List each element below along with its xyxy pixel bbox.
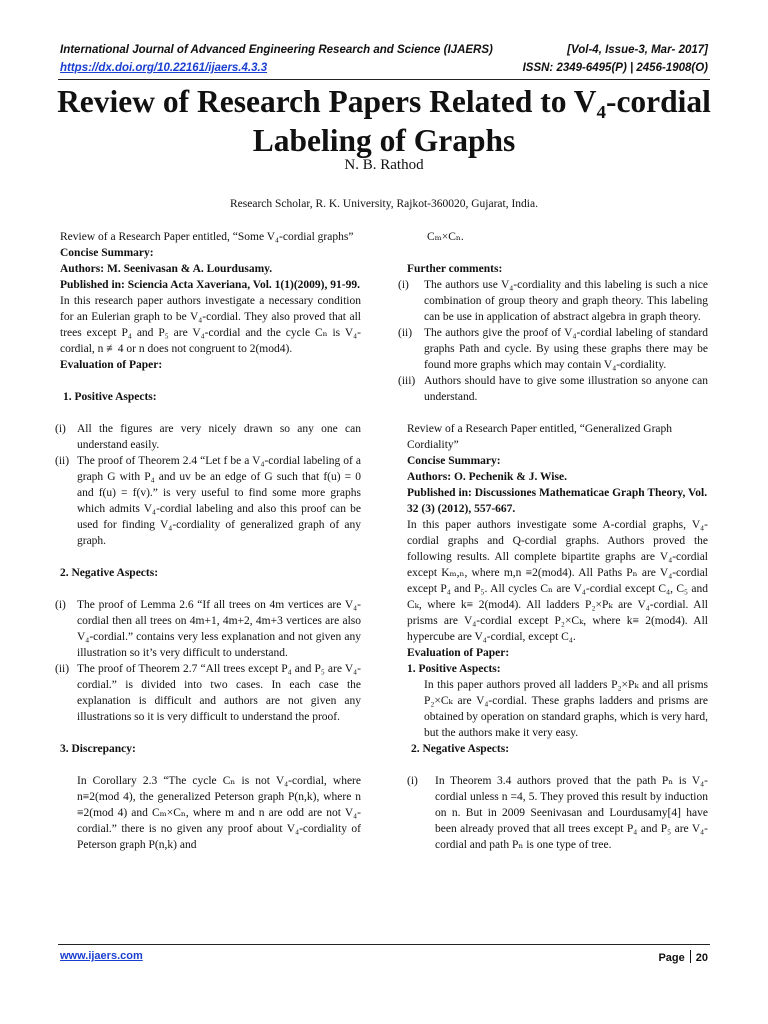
left-column	[55, 229, 361, 853]
footer-rule	[58, 944, 710, 945]
list-num: (ii)	[55, 455, 70, 467]
list-text: The authors give the proof of V₄-cordial labeling of standard graphs Path and cycle. By using these graphs there may be found more graphs which may contain V₄-cordiality.	[424, 327, 708, 371]
page-indicator	[658, 950, 708, 964]
published-line-2: Published in: Discussiones Mathematicae Graph Theory, Vol. 32 (3) (2012), 557-667.	[407, 487, 708, 515]
discrepancy-heading: 3. Discrepancy:	[60, 743, 136, 755]
paper-title	[40, 82, 728, 160]
list-num: (i)	[55, 423, 66, 435]
continuation-text: Cₘ×Cₙ.	[427, 231, 464, 243]
list-text: All the figures are very nicely drawn so any one can understand easily.	[77, 423, 361, 451]
issn-info: ISSN: 2349-6495(P) | 2456-1908(O)	[522, 62, 708, 74]
list-item	[398, 277, 708, 325]
doi-link[interactable]: https://dx.doi.org/10.22161/ijaers.4.3.3	[60, 62, 268, 74]
title-line-2: Labeling of Graphs	[252, 123, 516, 158]
authors-line-1: Authors: M. Seenivasan & A. Lourdusamy.	[60, 263, 273, 275]
page-number: 20	[695, 952, 708, 964]
list-text: The proof of Lemma 2.6 “If all trees on 4m vertices are V₄-cordial then all trees on 4m+1, 4m+2, 4m+3 vertices are also V₄-cordial.” contains very less explanation and not given any illustration so it’s very difficult to understand.	[77, 599, 361, 659]
list-text: The authors use V₄-cordiality and this labeling is such a nice combination of group theory and graph theory. This labeling can be use in application of abstract algebra in graph theory.	[424, 279, 708, 323]
page-label: Page	[658, 952, 685, 964]
published-line-1: Published in: Sciencia Acta Xaveriana, Vol. 1(1)(2009), 91-99.	[60, 279, 360, 291]
right-column	[398, 229, 708, 853]
list-num: (i)	[407, 775, 418, 787]
summary-text-2: In this paper authors investigate some A-cordial graphs, V₄-cordial graphs and Q-cordial graphs. Authors proved the following results. All complete bipartite graphs are V₄-cordial except Kₘ,ₙ, where m,n ≡2(mod4). All Paths Pₙ are V₄-cordial except P₄ and P₅. All cycles Cₙ are V₄-cordial except C₄, C₅ and Cₖ, where k≡ 2(mod4). All ladders P₂×Pₖ are V₄-cordial. All prisms are V₄-cordial except P₂×Cₖ, where k≡ 2(mod4). All hypercube are V₄-cordial, except C₄.	[407, 519, 708, 643]
summary-heading-1: Concise Summary:	[60, 247, 154, 259]
list-item	[398, 373, 708, 405]
page-separator	[690, 950, 691, 963]
list-num: (iii)	[398, 375, 416, 387]
website-link[interactable]: www.ijaers.com	[60, 950, 143, 962]
list-item	[55, 421, 361, 453]
summary-heading-2: Concise Summary:	[407, 455, 501, 467]
list-text: In Theorem 3.4 authors proved that the path Pₙ is V₄-cordial unless n =4, 5. They proved this result by induction on n. But in 2009 Seenivasan and Lourdusamy[4] have been already proved that all trees except P₄ and P₅ are V₄-cordial and path Pₙ is one type of tree.	[435, 775, 708, 851]
authors-line-2: Authors: O. Pechenik & J. Wise.	[407, 471, 567, 483]
list-item	[55, 453, 361, 549]
journal-name: International Journal of Advanced Engineering Research and Science (IJAERS)	[60, 44, 493, 56]
further-comments-heading: Further comments:	[407, 263, 503, 275]
list-text: The proof of Theorem 2.7 “All trees except P₄ and P₅ are V₄-cordial.” is divided into two cases. In each case the explanation is difficult and authors are not given any illustrations so it is very difficult to understand the proof.	[77, 663, 361, 723]
list-text: The proof of Theorem 2.4 “Let f be a V₄-cordial labeling of a graph G with P₄ and uv be an edge of G such that f(u) = 0 and f(u) = f(v).” is very useful to find some more graphs which admits V₄-cordial labeling and also this proof can be used for finding V₄-cordiality of generalized graph of any graph.	[77, 455, 361, 547]
volume-issue: [Vol-4, Issue-3, Mar- 2017]	[567, 44, 708, 56]
list-num: (ii)	[55, 663, 70, 675]
list-item	[398, 325, 708, 373]
header-rule	[58, 79, 710, 80]
positive-heading-1: 1. Positive Aspects:	[63, 391, 157, 403]
positive-heading-2: 1. Positive Aspects:	[407, 663, 501, 675]
evaluation-heading-2: Evaluation of Paper:	[407, 647, 510, 659]
evaluation-heading-1: Evaluation of Paper:	[60, 359, 163, 371]
list-text: Authors should have to give some illustration so anyone can understand.	[424, 375, 708, 403]
discrepancy-text: In Corollary 2.3 “The cycle Cₙ is not V₄-cordial, where n≡2(mod 4), the generalized Peterson graph P(n,k), where n ≡2(mod 4) and Cₘ×Cₙ, where m and n are odd are not V₄-cordial.” there is no given any proof about V₄-cordiality of Peterson graph P(n,k) and	[77, 775, 361, 851]
list-num: (ii)	[398, 327, 413, 339]
list-item	[407, 773, 708, 853]
title-line-1: Review of Research Papers Related to V₄-cordial	[57, 84, 711, 119]
review-intro-1: Review of a Research Paper entitled, “Some V₄-cordial graphs”	[60, 231, 354, 243]
review-intro-2: Review of a Research Paper entitled, “Generalized Graph Cordiality”	[407, 423, 673, 451]
positive-text-2: In this paper authors proved all ladders P₂×Pₖ and all prisms P₂×Cₖ are V₄-cordial. These graphs ladders and prisms are obtained by operation on standard graphs, which is very hard, but the authors make it very easy.	[424, 679, 708, 739]
list-num: (i)	[55, 599, 66, 611]
list-item	[55, 597, 361, 661]
list-item	[55, 661, 361, 725]
affiliation: Research Scholar, R. K. University, Rajkot-360020, Gujarat, India.	[230, 198, 538, 210]
negative-heading-1: 2. Negative Aspects:	[60, 567, 159, 579]
list-num: (i)	[398, 279, 409, 291]
negative-heading-2: 2. Negative Aspects:	[411, 743, 510, 755]
summary-text-1: In this research paper authors investigate a necessary condition for an Eulerian graph to be V₄-cordial. They also proved that all trees except P₄ and P₅ are V₄-cordial and the cycle Cₙ is V₄-cordial, n ≢4 or n does not congruent to 2(mod4).	[60, 295, 361, 355]
author-name: N. B. Rathod	[344, 157, 424, 173]
